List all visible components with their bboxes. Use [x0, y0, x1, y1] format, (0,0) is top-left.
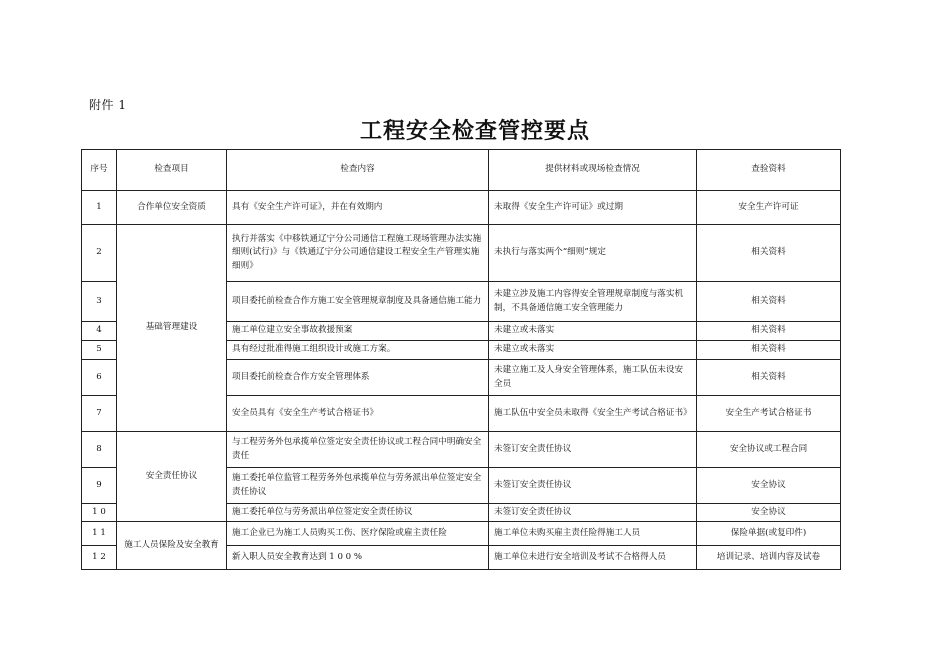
attachment-label: 附件 1	[89, 98, 127, 112]
row-seq: 1	[82, 191, 117, 225]
row-situation: 未建立或未落实	[489, 322, 697, 341]
row-content: 安全员具有《安全生产考试合格证书》	[227, 396, 489, 432]
table-row	[82, 432, 841, 468]
row-content: 执行并落实《中移铁通辽宁分公司通信工程施工现场管理办法实施细则(试行)》与《铁通辽宁分公司通信建设工程安全生产管理实施细则》	[227, 225, 489, 282]
table-header-row	[82, 150, 841, 191]
row-content: 施工委托单位监管工程劳务外包承揽单位与劳务派出单位签定安全责任协议	[227, 468, 489, 504]
row-situation: 未建立涉及施工内容得安全管理规章制度与落实机制，不具备通信施工安全管理能力	[489, 282, 697, 322]
row-seq: 5	[82, 341, 117, 360]
row-seq: 2	[82, 225, 117, 282]
row-content: 与工程劳务外包承揽单位签定安全责任协议或工程合同中明确安全责任	[227, 432, 489, 468]
row-content: 具有经过批准得施工组织设计或施工方案。	[227, 341, 489, 360]
row-seq: 8	[82, 432, 117, 468]
category-qualification: 合作单位安全资质	[117, 191, 227, 225]
row-seq: 9	[82, 468, 117, 504]
row-content: 项目委托前检查合作方施工安全管理规章制度及具备通信施工能力	[227, 282, 489, 322]
header-content: 检查内容	[227, 150, 489, 191]
row-situation: 未签订安全责任协议	[489, 432, 697, 468]
row-materials: 安全生产许可证	[697, 191, 841, 225]
row-materials: 安全协议或工程合同	[697, 432, 841, 468]
row-situation: 未签订安全责任协议	[489, 468, 697, 504]
row-content: 施工委托单位与劳务派出单位签定安全责任协议	[227, 504, 489, 522]
table-row	[82, 225, 841, 282]
category-safety-agreement: 安全责任协议	[117, 432, 227, 522]
header-situation: 提供材料或现场检查情况	[489, 150, 697, 191]
row-situation: 施工队伍中安全员未取得《安全生产考试合格证书》	[489, 396, 697, 432]
row-seq: 1 2	[82, 546, 117, 570]
safety-checklist-table	[81, 149, 841, 570]
row-materials: 保险单据(或复印件)	[697, 522, 841, 546]
table-row	[82, 522, 841, 546]
row-situation: 未执行与落实两个“细则”规定	[489, 225, 697, 282]
row-content: 施工企业已为施工人员购买工伤、医疗保险或雇主责任险	[227, 522, 489, 546]
row-situation: 施工单位未购买雇主责任险得施工人员	[489, 522, 697, 546]
document-title: 工程安全检查管控要点	[359, 119, 590, 144]
row-seq: 6	[82, 360, 117, 396]
row-materials: 相关资料	[697, 282, 841, 322]
row-materials: 相关资料	[697, 225, 841, 282]
row-situation: 施工单位未进行安全培训及考试不合格得人员	[489, 546, 697, 570]
row-content: 施工单位建立安全事故救援预案	[227, 322, 489, 341]
row-materials: 培训记录、培训内容及试卷	[697, 546, 841, 570]
row-materials: 相关资料	[697, 341, 841, 360]
row-materials: 安全协议	[697, 468, 841, 504]
row-seq: 4	[82, 322, 117, 341]
table-row	[82, 191, 841, 225]
header-seq: 序号	[82, 150, 117, 191]
row-seq: 7	[82, 396, 117, 432]
row-content: 项目委托前检查合作方安全管理体系	[227, 360, 489, 396]
row-content: 具有《安全生产许可证》，并在有效期内	[227, 191, 489, 225]
header-item: 检查项目	[117, 150, 227, 191]
row-materials: 安全协议	[697, 504, 841, 522]
row-situation: 未签订安全责任协议	[489, 504, 697, 522]
row-content: 新入职人员安全教育达到 1 0 0 %	[227, 546, 489, 570]
category-insurance-education: 施工人员保险及安全教育	[117, 522, 227, 570]
row-situation: 未建立施工及人身安全管理体系，施工队伍未设安全员	[489, 360, 697, 396]
category-basic-management: 基础管理建设	[117, 225, 227, 432]
row-materials: 相关资料	[697, 360, 841, 396]
row-situation: 未建立或未落实	[489, 341, 697, 360]
header-materials: 查验资料	[697, 150, 841, 191]
row-materials: 安全生产考试合格证书	[697, 396, 841, 432]
row-seq: 1 1	[82, 522, 117, 546]
row-materials: 相关资料	[697, 322, 841, 341]
row-situation: 未取得《安全生产许可证》或过期	[489, 191, 697, 225]
row-seq: 1 0	[82, 504, 117, 522]
row-seq: 3	[82, 282, 117, 322]
